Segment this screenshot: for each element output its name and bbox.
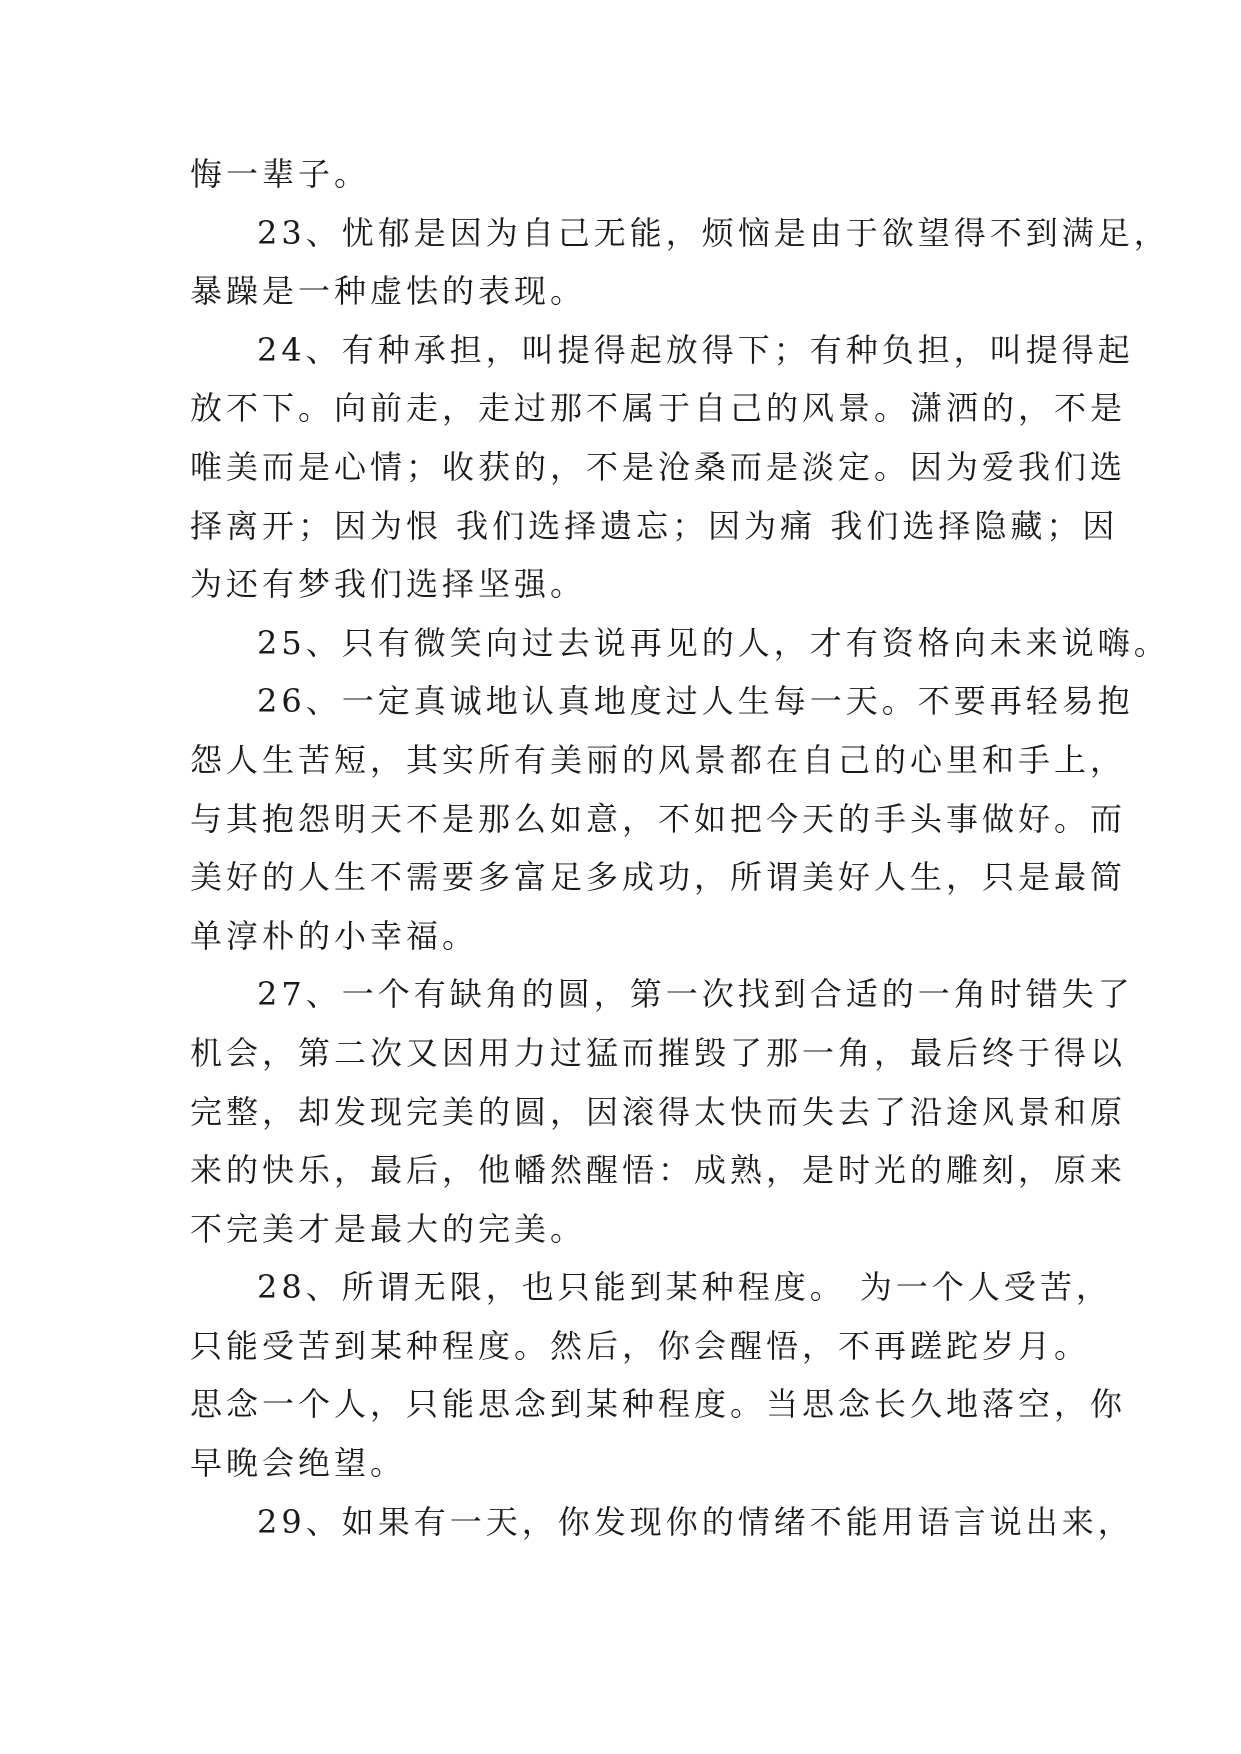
text-line: 唯美而是心情；收获的，不是沧桑而是淡定。因为爱我们选: [190, 447, 1127, 486]
text-line: 美好的人生不需要多富足多成功，所谓美好人生，只是最简: [190, 858, 1127, 897]
text-line: 只能受苦到某种程度。然后，你会醒悟，不再蹉跎岁月。: [190, 1326, 1091, 1365]
text-line: 不完美才是最大的完美。: [190, 1209, 587, 1248]
text-line: 早晚会绝望。: [190, 1444, 407, 1483]
text-line: 来的快乐，最后，他幡然醒悟：成熟，是时光的雕刻，原来: [190, 1151, 1127, 1190]
paragraph-start-line: 29、如果有一天，你发现你的情绪不能用语言说出来，: [257, 1502, 1134, 1541]
paragraph-start-line: 23、忧郁是因为自己无能，烦恼是由于欲望得不到满足，: [257, 213, 1170, 252]
paragraph-start-line: 25、只有微笑向过去说再见的人，才有资格向未来说嗨。: [257, 623, 1170, 662]
paragraph-start-line: 28、所谓无限，也只能到某种程度。 为一个人受苦，: [257, 1268, 1112, 1307]
text-line: 思念一个人，只能思念到某种程度。当思念长久地落空，你: [190, 1385, 1127, 1424]
text-line: 悔一辈子。: [190, 155, 371, 193]
paragraph-start-line: 24、有种承担，叫提得起放得下；有种负担，叫提得起: [257, 330, 1134, 369]
text-line: 完整，却发现完美的圆，因滚得太快而失去了沿途风景和原: [190, 1092, 1127, 1131]
text-line: 怨人生苦短，其实所有美丽的风景都在自己的心里和手上，: [190, 740, 1127, 779]
paragraph-start-line: 26、一定真诚地认真地度过人生每一天。不要再轻易抱: [257, 682, 1134, 721]
text-line: 与其抱怨明天不是那么如意，不如把今天的手头事做好。而: [190, 799, 1127, 838]
text-line: 择离开；因为恨 我们选择遗忘；因为痛 我们选择隐藏；因: [190, 506, 1119, 545]
text-line: 单淳朴的小幸福。: [190, 916, 479, 955]
document-body: [190, 145, 1170, 1551]
text-line: 暴躁是一种虚怯的表现。: [190, 272, 587, 311]
paragraph-start-line: 27、一个有缺角的圆，第一次找到合适的一角时错失了: [257, 975, 1134, 1014]
text-line: 放不下。向前走，走过那不属于自己的风景。潇洒的，不是: [190, 389, 1127, 428]
text-line: 机会，第二次又因用力过猛而摧毁了那一角，最后终于得以: [190, 1033, 1127, 1072]
text-line: 为还有梦我们选择坚强。: [190, 565, 587, 604]
